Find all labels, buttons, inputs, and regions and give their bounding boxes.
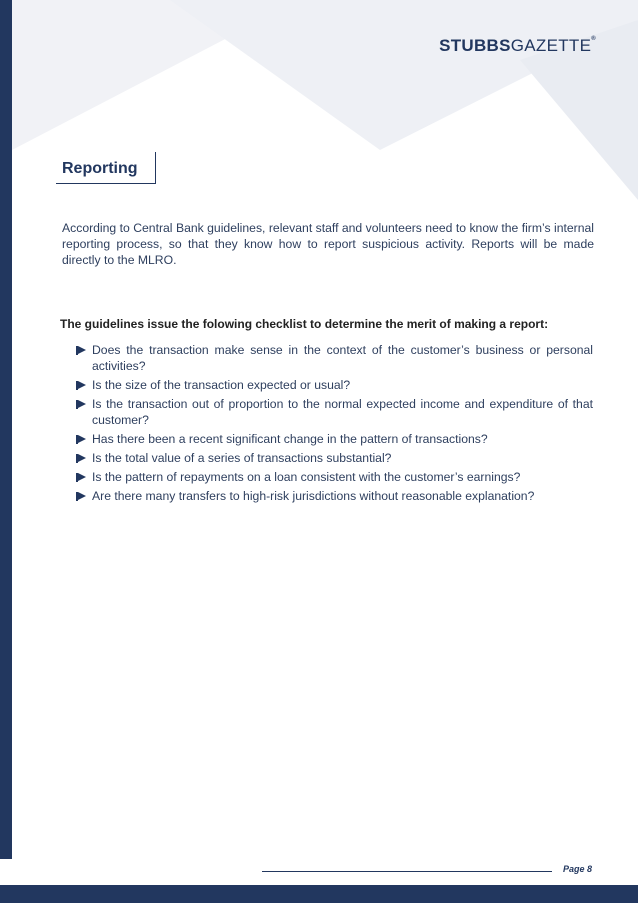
section-title: Reporting — [56, 152, 156, 184]
checklist-item — [78, 342, 593, 374]
checklist-item-text: Is the transaction out of proportion to the normal expected income and expenditure of that customer? — [92, 397, 593, 427]
checklist-item — [78, 431, 593, 447]
footer-strip — [0, 859, 638, 885]
checklist-item-text: Is the size of the transaction expected or usual? — [92, 378, 351, 392]
checklist-item-text: Are there many transfers to high-risk jurisdictions without reasonable explanation? — [92, 489, 535, 503]
page-number: Page 8 — [562, 864, 592, 874]
arrow-bullet-icon — [78, 473, 86, 481]
arrow-bullet-icon — [78, 381, 86, 389]
arrow-bullet-icon — [78, 400, 86, 408]
arrow-bullet-icon — [78, 435, 86, 443]
checklist-item — [78, 450, 593, 466]
logo-light-text: GAZETTE — [510, 36, 592, 55]
checklist-item-text: Is the total value of a series of transactions substantial? — [92, 451, 392, 465]
footer-rule — [262, 871, 552, 872]
checklist-item-text: Is the pattern of repayments on a loan consistent with the customer’s earnings? — [92, 470, 521, 484]
checklist-item-text: Does the transaction make sense in the context of the customer’s business or personal activities? — [92, 343, 593, 373]
brand-logo — [439, 36, 596, 56]
arrow-bullet-icon — [78, 346, 86, 354]
checklist-item — [78, 469, 593, 485]
arrow-bullet-icon — [78, 492, 86, 500]
checklist-lead: The guidelines issue the folowing checklist to determine the merit of making a report: — [60, 317, 549, 331]
left-accent-bar — [0, 0, 12, 903]
logo-bold-text: STUBBS — [439, 36, 511, 55]
arrow-bullet-icon — [78, 454, 86, 462]
checklist — [78, 342, 593, 507]
checklist-item-text: Has there been a recent significant change in the pattern of transactions? — [92, 432, 488, 446]
checklist-item — [78, 377, 593, 393]
checklist-item — [78, 396, 593, 428]
registered-mark: ® — [591, 36, 596, 42]
intro-paragraph: According to Central Bank guidelines, relevant staff and volunteers need to know the firm’s internal reporting process, so that they know how to report suspicious activity. Reports will be made directly to the MLRO. — [62, 221, 594, 268]
checklist-item — [78, 488, 593, 504]
